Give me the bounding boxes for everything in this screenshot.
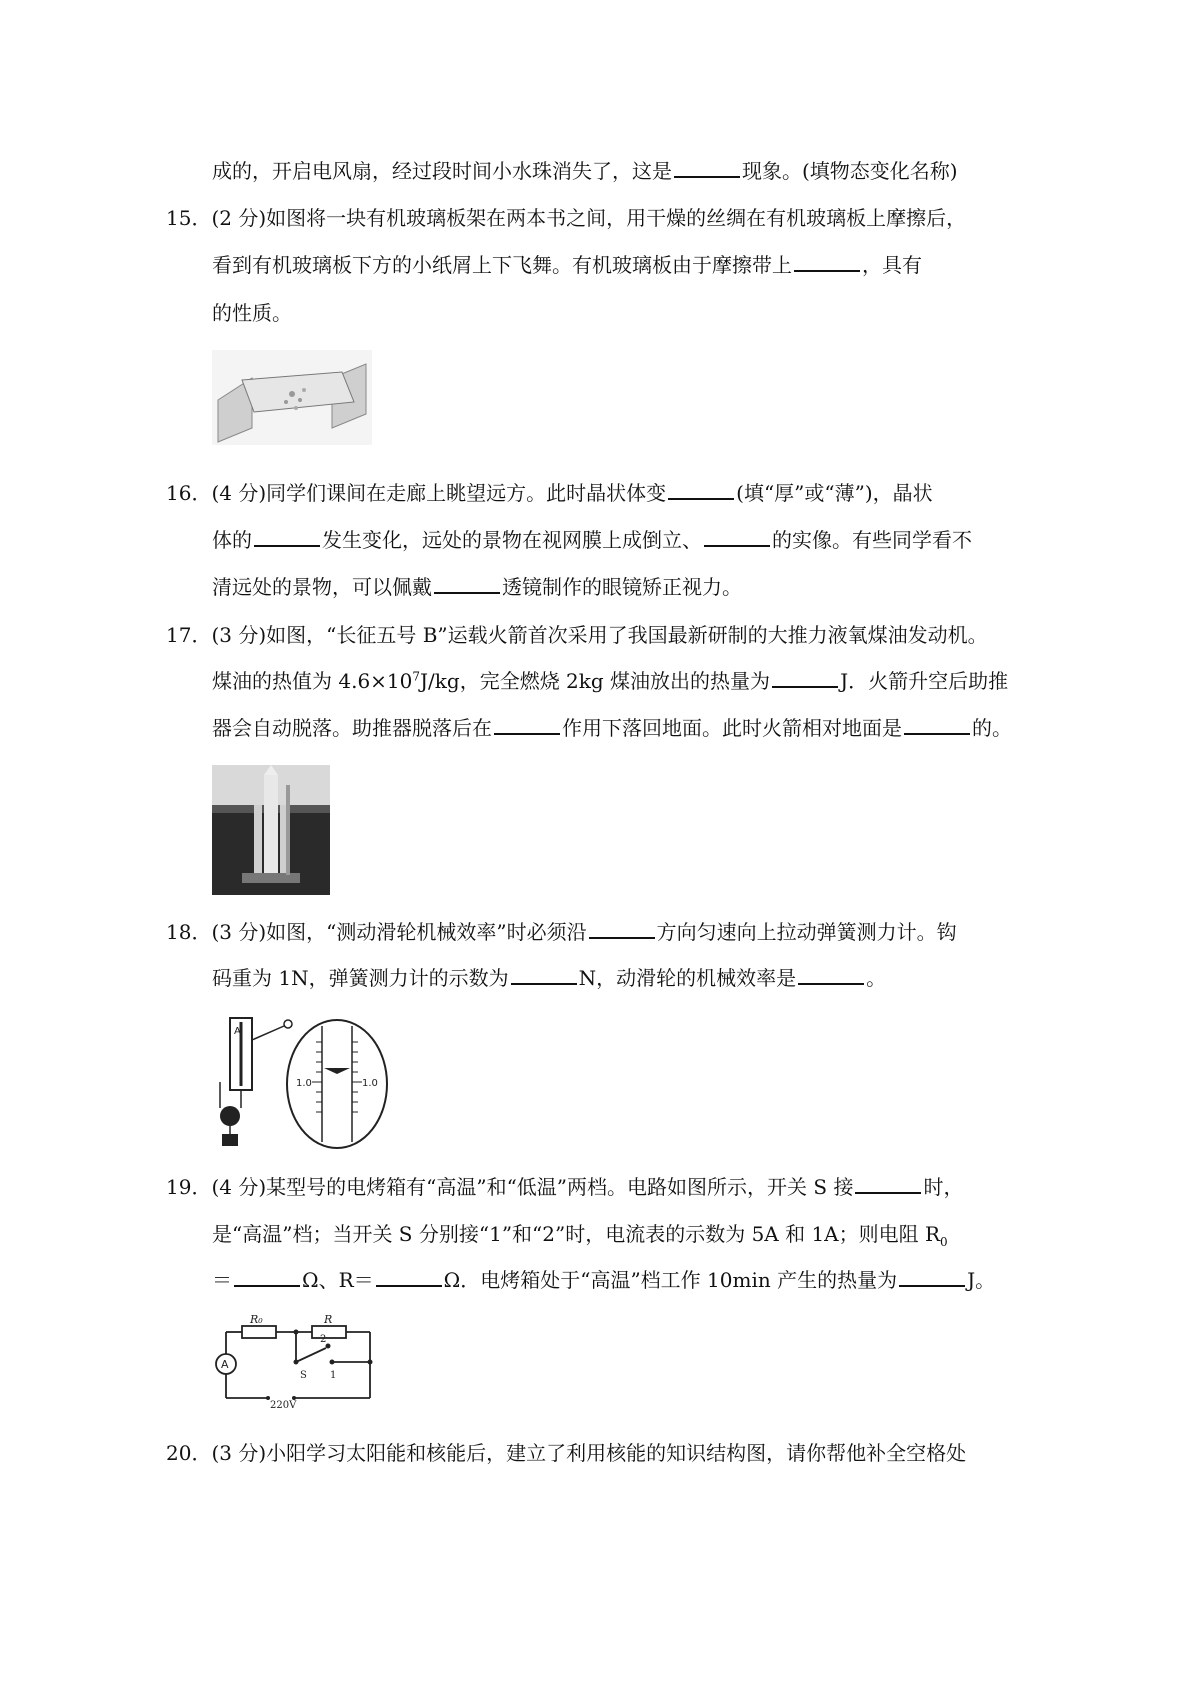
- label-1: 1: [330, 1370, 337, 1381]
- answer-blank: [589, 917, 655, 939]
- answer-blank: [704, 525, 770, 547]
- answer-blank: [855, 1172, 921, 1194]
- answer-blank: [494, 713, 560, 735]
- pulley-spring-scale-figure: [212, 1012, 392, 1152]
- circuit-diagram: [212, 1310, 392, 1410]
- answer-blank: [668, 478, 734, 500]
- label-s: S: [300, 1370, 307, 1381]
- ammeter-icon: A: [221, 1358, 229, 1371]
- answer-blank: [794, 250, 860, 272]
- q18-line-2: 码重为 1N，弹簧测力计的示数为 N，动滑轮的机械效率是 。: [212, 963, 886, 993]
- q19-line-2: 是“高温”档；当开关 S 分别接“1”和“2”时，电流表的示数为 5A 和 1A；则电阻 $R_0$: [212, 1222, 948, 1249]
- answer-blank: [772, 666, 838, 688]
- answer-blank: [434, 572, 500, 594]
- scale-label-a: A: [234, 1026, 241, 1037]
- answer-blank: [234, 1265, 300, 1287]
- label-2: 2: [320, 1334, 327, 1345]
- scale-left-label: 1.0: [296, 1078, 312, 1089]
- scale-right-label: 1.0: [362, 1078, 378, 1089]
- q15-line-2: 看到有机玻璃板下方的小纸屑上下飞舞。有机玻璃板由于摩擦带上 ，具有: [212, 250, 922, 280]
- answer-blank: [674, 156, 740, 178]
- answer-blank: [904, 713, 970, 735]
- answer-blank: [254, 525, 320, 547]
- q16-line-3: 清远处的景物，可以佩戴 透镜制作的眼镜矫正视力。: [212, 572, 742, 602]
- label-voltage: 220V: [270, 1400, 297, 1410]
- q20-line-1: 20．(3 分)小阳学习太阳能和核能后，建立了利用核能的知识结构图，请你帮他补全空格处: [166, 1441, 967, 1465]
- q19-line-3: ＝ Ω、R＝ Ω．电烤箱处于“高温”档工作 10min 产生的热量为 J。: [212, 1265, 995, 1295]
- q16-line-2: 体的 发生变化，远处的景物在视网膜上成倒立、 的实像。有些同学看不: [212, 525, 972, 555]
- answer-blank: [376, 1265, 442, 1287]
- q18-line-1: 18．(3 分)如图，“测动滑轮机械效率”时必须沿 方向匀速向上拉动弹簧测力计。钩: [166, 917, 957, 947]
- q17-line-1: 17．(3 分)如图，“长征五号 B”运载火箭首次采用了我国最新研制的大推力液氧煤油发动机。: [166, 623, 988, 647]
- glass-plate-figure: [212, 350, 372, 445]
- label-r0: R₀: [250, 1313, 263, 1326]
- answer-blank: [798, 963, 864, 985]
- answer-blank: [511, 963, 577, 985]
- q15-line-1: 15．(2 分)如图将一块有机玻璃板架在两本书之间，用干燥的丝绸在有机玻璃板上摩擦后，: [166, 206, 967, 230]
- q15-line-3: 的性质。: [212, 301, 292, 325]
- q17-line-3: 器会自动脱落。助推器脱落后在 作用下落回地面。此时火箭相对地面是 的。: [212, 713, 1012, 743]
- rocket-photo: [212, 765, 330, 895]
- answer-blank: [899, 1265, 965, 1287]
- q14-line: 成的，开启电风扇，经过段时间小水珠消失了，这是 现象。(填物态变化名称): [212, 156, 958, 186]
- q19-line-1: 19．(4 分)某型号的电烤箱有“高温”和“低温”两档。电路如图所示，开关 S 接 时，: [166, 1172, 963, 1202]
- q16-line-1: 16．(4 分)同学们课间在走廊上眺望远方。此时晶状体变 (填“厚”或“薄”)，晶状: [166, 478, 933, 508]
- label-r: R: [324, 1313, 333, 1326]
- q17-line-2: 煤油的热值为 $4.6\times 10^7J/kg$，完全燃烧 2kg 煤油放出的热量为 J．火箭升空后助推: [212, 666, 1008, 696]
